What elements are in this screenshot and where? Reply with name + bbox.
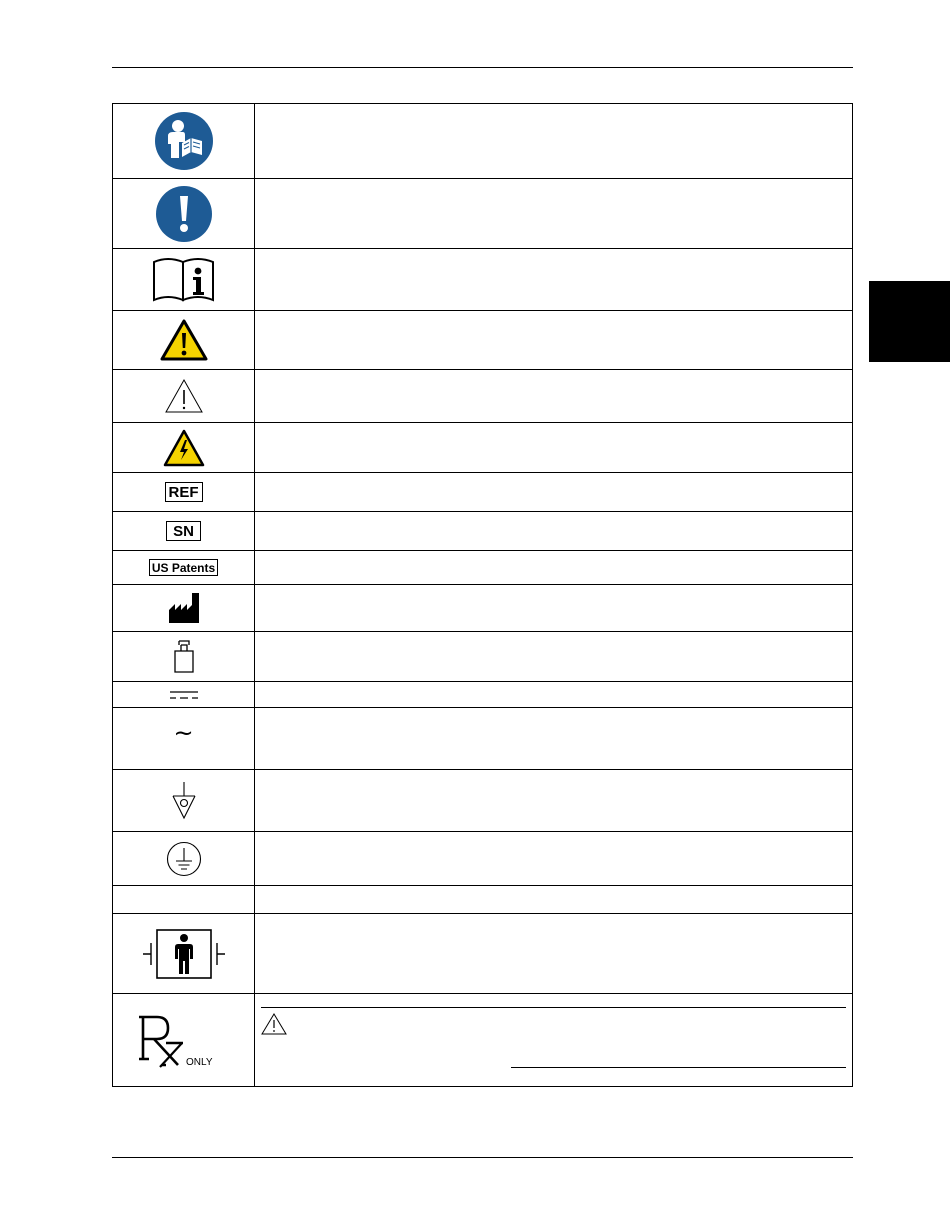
table-row (113, 632, 853, 682)
table-row (113, 179, 853, 249)
description-cell (255, 370, 853, 423)
serial-number-icon: SN (166, 521, 201, 541)
mandatory-action-icon (155, 185, 213, 243)
description-cell (255, 886, 853, 914)
description-cell (255, 249, 853, 311)
table-row (113, 551, 853, 585)
manufacturer-icon (168, 592, 200, 624)
header-rule (112, 67, 853, 68)
description-cell (255, 682, 853, 708)
caution-top-rule (261, 1007, 846, 1008)
description-cell (255, 423, 853, 473)
blank-cell (113, 886, 255, 914)
table-row (113, 682, 853, 708)
alternating-current-icon: ~ (173, 718, 194, 747)
symbols-table (112, 103, 853, 1087)
table-row (113, 832, 853, 886)
table-row (113, 249, 853, 311)
ref-icon: REF (165, 482, 203, 502)
direct-current-icon (169, 689, 199, 701)
table-row (113, 914, 853, 994)
caution-icon (164, 378, 204, 414)
description-cell (255, 832, 853, 886)
description-cell (255, 770, 853, 832)
description-cell (255, 632, 853, 682)
description-cell (255, 708, 853, 770)
description-cell (255, 179, 853, 249)
warning-yellow-icon (160, 319, 208, 361)
table-row (113, 423, 853, 473)
table-row (113, 370, 853, 423)
table-row (113, 311, 853, 370)
footer-rule (112, 1157, 853, 1158)
caution-bottom-rule (511, 1067, 846, 1068)
description-cell (255, 551, 853, 585)
section-tab (869, 281, 950, 362)
description-cell (255, 311, 853, 370)
description-cell (255, 994, 853, 1087)
electric-shock-icon (163, 429, 205, 467)
read-manual-icon (154, 111, 214, 171)
equipotential-icon (171, 782, 197, 820)
rx-description (255, 994, 852, 1086)
rx-only-label: ONLY (185, 1057, 212, 1068)
protective-earth-icon (166, 841, 202, 877)
us-patents-icon: US Patents (149, 559, 218, 576)
caution-icon (261, 1013, 287, 1035)
description-cell (255, 914, 853, 994)
weight-icon (173, 640, 195, 674)
table-row (113, 994, 853, 1087)
description-cell (255, 473, 853, 512)
consult-instructions-icon (152, 256, 216, 304)
description-cell (255, 104, 853, 179)
table-row (113, 473, 853, 512)
table-row (113, 512, 853, 551)
table-row (113, 770, 853, 832)
table-row (113, 886, 853, 914)
type-bf-applied-part-icon (142, 928, 226, 980)
table-row (113, 585, 853, 632)
table-row (113, 104, 853, 179)
table-row (113, 708, 853, 770)
description-cell (255, 585, 853, 632)
description-cell (255, 512, 853, 551)
rx-only-icon (138, 1011, 230, 1069)
